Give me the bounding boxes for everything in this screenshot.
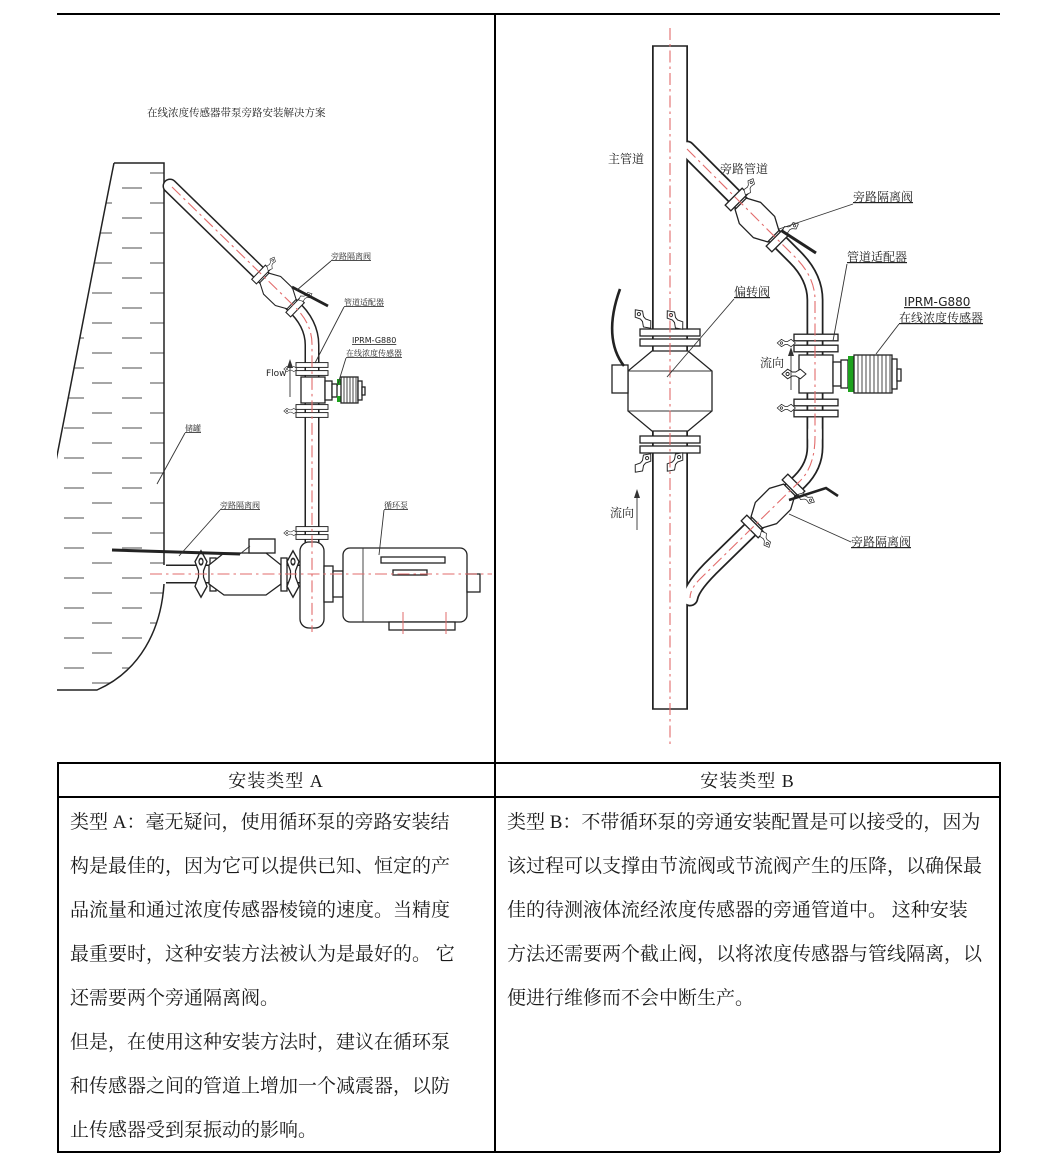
type-b-description [495,797,1000,1021]
sensor-green-band-b [848,356,854,392]
label-bypass-valve-top-b: 旁路隔离阀 [853,190,914,204]
label-flow-a: Flow [266,369,287,379]
label-pipe-adapter-b: 管道适配器 [847,250,908,264]
label-pump-a: 循环泵 [384,501,408,510]
diagrams-figure [57,13,1000,763]
header-install-type-a: 安装类型 A [228,771,324,791]
storage-tank-drawing [57,163,164,690]
label-sensor-model-b: IPRM-G880 [904,295,971,309]
label-sensor-model-a: IPRM-G880 [352,336,397,345]
label-bypass-valve-top-a: 旁路隔离阀 [331,252,371,261]
diagram-type-b [608,28,983,745]
text-line: 该过程可以支撑由节流阀或节流阀产生的压降，以确保最 [507,856,983,877]
flow-arrow-a [287,359,293,397]
label-deflection-valve-b: 偏转阀 [734,285,771,299]
text-line: 类型 A：毫无疑问，使用循环泵的旁路安装结 [70,812,450,833]
label-sensor-name-b: 在线浓度传感器 [899,311,984,325]
sensor-assembly-b [782,355,901,393]
label-main-pipe-b: 主管道 [608,152,645,166]
circulation-pump-drawing [300,542,480,630]
label-flow-lower-b: 流向 [610,506,635,520]
type-a-description [57,797,495,1153]
text-line: 便进行维修而不会中断生产。 [507,988,755,1009]
label-sensor-name-a: 在线浓度传感器 [346,349,402,358]
text-line: 类型 B：不带循环泵的旁通安装配置是可以接受的，因为 [507,812,981,833]
table-top-border [57,13,1000,15]
text-line: 品流量和通过浓度传感器棱镜的速度。当精度 [70,900,451,921]
diagram-a-title: 在线浓度传感器带泵旁路安装解决方案 [147,107,326,119]
text-line: 最重要时，这种安装方法被认为是最好的。 它 [70,944,455,965]
label-bypass-pipe-b: 旁路管道 [720,162,769,176]
text-line: 佳的待测液体流经浓度传感器的旁通管道中。 这种安装 [507,900,968,921]
header-install-type-b: 安装类型 B [700,771,795,791]
text-line: 但是，在使用这种安装方法时，建议在循环泵 [70,1032,451,1053]
label-tank-a: 储罐 [185,424,201,433]
text-line: 和传感器之间的管道上增加一个减震器，以防 [70,1076,451,1097]
label-bypass-valve-bottom-b: 旁路隔离阀 [851,535,912,549]
sensor-assembly-a [301,377,365,403]
text-line: 还需要两个旁通隔离阀。 [70,988,280,1009]
diagram-type-a [57,106,492,690]
text-line: 构是最佳的，因为它可以提供已知、恒定的产 [70,856,451,877]
text-line: 方法还需要两个截止阀，以将浓度传感器与管线隔离，以 [507,944,983,965]
label-flow-upper-b: 流向 [760,356,785,370]
text-line: 止传感器受到泵振动的影响。 [70,1120,318,1141]
label-pipe-adapter-a: 管道适配器 [344,298,384,307]
label-bypass-valve-bottom-a: 旁路隔离阀 [220,501,260,510]
flow-arrow-lower-b [634,489,640,530]
flow-arrow-upper-b [788,347,794,390]
